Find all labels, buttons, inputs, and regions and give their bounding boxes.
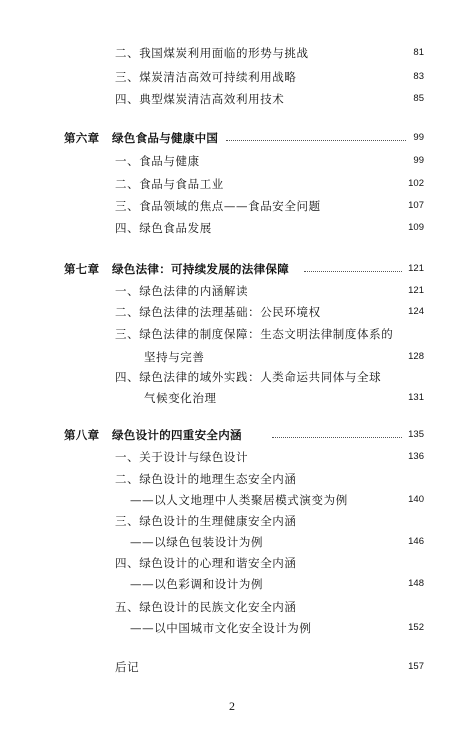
dot-leader — [304, 271, 402, 272]
toc-entry-title: 二、食品与食品工业 — [115, 177, 224, 191]
toc-entry-title: 三、绿色设计的生理健康安全内涵 — [115, 514, 297, 528]
toc-entry-page: 157 — [408, 661, 424, 672]
toc-entry-continuation[interactable] — [0, 532, 464, 552]
toc-entry-continuation[interactable] — [0, 574, 464, 594]
toc-entry-continuation[interactable] — [0, 490, 464, 510]
toc-entry-page: 128 — [408, 351, 424, 362]
toc-entry[interactable] — [0, 174, 464, 194]
toc-entry-title: ——以中国城市文化安全设计为例 — [130, 621, 312, 635]
toc-entry-title: 五、绿色设计的民族文化安全内涵 — [115, 600, 297, 614]
toc-entry-page: 140 — [408, 494, 424, 505]
chapter-title: 绿色食品与健康中国 — [112, 131, 219, 145]
toc-entry-page: 102 — [408, 178, 424, 189]
toc-entry-page: 121 — [408, 263, 424, 274]
toc-entry-title: 二、绿色设计的地理生态安全内涵 — [115, 472, 297, 486]
toc-entry-title: 四、绿色法律的域外实践：人类命运共同体与全球 — [115, 370, 382, 384]
toc-entry-title: ——以绿色包装设计为例 — [130, 535, 264, 549]
toc-entry-title: 三、绿色法律的制度保障：生态文明法律制度体系的 — [115, 327, 394, 341]
toc-entry-continuation[interactable] — [0, 618, 464, 638]
toc-entry[interactable] — [0, 324, 464, 344]
page-number: 2 — [229, 699, 235, 713]
toc-entry-title: 四、绿色食品发展 — [115, 221, 212, 235]
toc-entry[interactable] — [0, 196, 464, 216]
toc-entry-title: 一、食品与健康 — [115, 154, 200, 168]
toc-entry[interactable] — [0, 511, 464, 531]
toc-entry[interactable] — [0, 553, 464, 573]
toc-entry-title: 二、绿色法律的法理基础：公民环境权 — [115, 305, 321, 319]
toc-entry[interactable] — [0, 597, 464, 617]
toc-entry-page: 121 — [408, 285, 424, 296]
toc-entry[interactable] — [0, 281, 464, 301]
chapter-title: 绿色法律：可持续发展的法律保障 — [112, 262, 289, 276]
toc-entry-page: 99 — [413, 132, 424, 143]
toc-entry-continuation[interactable] — [0, 347, 464, 367]
toc-chapter-heading[interactable] — [0, 128, 464, 148]
toc-entry-title: 气候变化治理 — [144, 391, 217, 405]
toc-entry-title: 四、典型煤炭清洁高效利用技术 — [115, 92, 285, 106]
chapter-number: 第六章 — [64, 131, 100, 145]
toc-entry[interactable] — [0, 447, 464, 467]
toc-entry-page: 131 — [408, 392, 424, 403]
toc-entry-page: 109 — [408, 222, 424, 233]
toc-chapter-heading[interactable] — [0, 425, 464, 445]
dot-leader — [272, 437, 402, 438]
toc-entry-page: 152 — [408, 622, 424, 633]
chapter-title: 绿色设计的四重安全内涵 — [112, 428, 242, 442]
toc-entry-title: 三、煤炭清洁高效可持续利用战略 — [115, 70, 297, 84]
toc-entry-title: 坚持与完善 — [144, 350, 205, 364]
toc-entry[interactable] — [0, 89, 464, 109]
chapter-number: 第八章 — [64, 428, 100, 442]
toc-chapter-heading[interactable] — [0, 259, 464, 279]
toc-entry-afterword[interactable] — [0, 657, 464, 677]
toc-entry-title: ——以人文地理中人类聚居模式演变为例 — [130, 493, 348, 507]
toc-entry-page: 136 — [408, 451, 424, 462]
toc-entry-title: 四、绿色设计的心理和谐安全内涵 — [115, 556, 297, 570]
toc-entry[interactable] — [0, 43, 464, 63]
toc-entry-title: 二、我国煤炭利用面临的形势与挑战 — [115, 46, 309, 60]
toc-entry[interactable] — [0, 469, 464, 489]
toc-entry-page: 124 — [408, 306, 424, 317]
toc-entry-title: 一、关于设计与绿色设计 — [115, 450, 249, 464]
toc-entry-page: 81 — [413, 47, 424, 58]
toc-entry-title: ——以色彩调和设计为例 — [130, 577, 264, 591]
toc-entry-page: 148 — [408, 578, 424, 589]
toc-entry-page: 146 — [408, 536, 424, 547]
toc-entry[interactable] — [0, 302, 464, 322]
toc-entry[interactable] — [0, 367, 464, 387]
toc-entry[interactable] — [0, 218, 464, 238]
toc-entry-continuation[interactable] — [0, 388, 464, 408]
toc-entry-page: 107 — [408, 200, 424, 211]
toc-entry[interactable] — [0, 151, 464, 171]
dot-leader — [226, 140, 406, 141]
toc-entry-title: 三、食品领域的焦点——食品安全问题 — [115, 199, 321, 213]
toc-entry[interactable] — [0, 67, 464, 87]
toc-entry-page: 83 — [413, 71, 424, 82]
toc-entry-page: 99 — [413, 155, 424, 166]
toc-entry-page: 85 — [413, 93, 424, 104]
toc-entry-page: 135 — [408, 429, 424, 440]
chapter-number: 第七章 — [64, 262, 100, 276]
toc-entry-title: 后记 — [115, 660, 140, 674]
toc-entry-title: 一、绿色法律的内涵解读 — [115, 284, 249, 298]
